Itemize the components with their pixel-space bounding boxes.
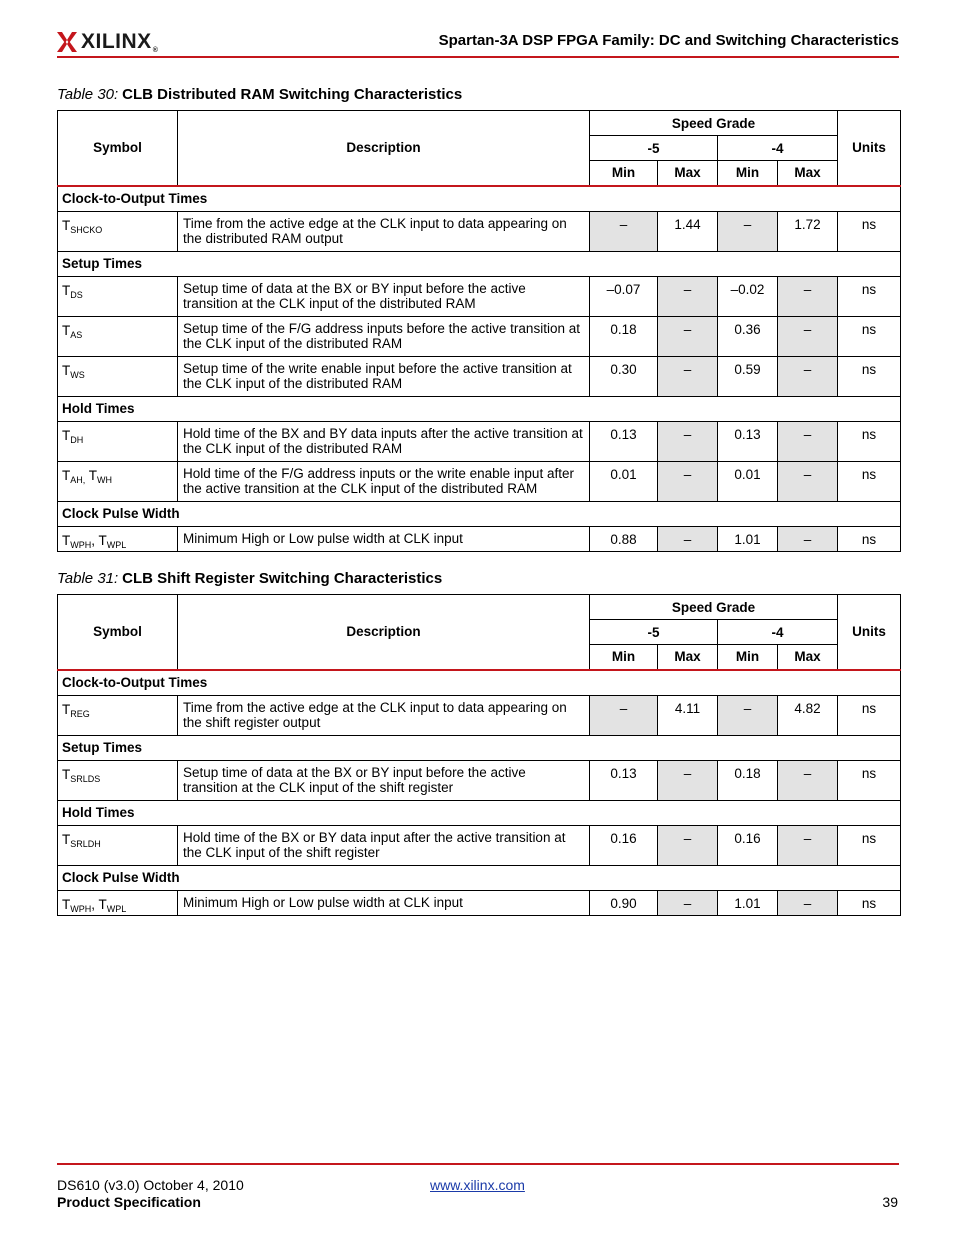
symbol-letter: T: [62, 322, 71, 338]
description-cell: Hold time of the F/G address inputs or the write enable input after the active transition at the CLK input of the distributed RAM: [178, 461, 590, 501]
value-cell: –: [658, 760, 718, 800]
max-header: Max: [658, 645, 718, 670]
symbol-cell: [58, 890, 178, 915]
value-cell: 1.72: [778, 211, 838, 251]
symbol-letter: T: [62, 282, 71, 298]
grade-4-header: -4: [718, 136, 838, 161]
footer-rule: [57, 1163, 899, 1165]
symbol-subscript: WPH: [70, 539, 92, 550]
symbol-subscript: DH: [70, 434, 84, 445]
symbol-subscript: WPH: [70, 903, 92, 914]
symbol-letter: T: [62, 532, 71, 548]
symbol-letter: T: [62, 831, 71, 847]
max-header: Max: [778, 161, 838, 186]
symbol-header: Symbol: [58, 595, 178, 670]
description-cell: Hold time of the BX or BY data input after the active transition at the CLK input of the shift register: [178, 825, 590, 865]
symbol-subscript: SRLDH: [70, 838, 101, 849]
value-cell: –: [658, 825, 718, 865]
symbol-subscript: SRLDS: [70, 773, 101, 784]
symbol-cell: [58, 356, 178, 396]
section-label: Hold Times: [58, 800, 901, 825]
table-row: [58, 461, 901, 501]
symbol-letter: , T: [91, 532, 107, 548]
value-cell: –: [778, 825, 838, 865]
value-cell: –0.07: [590, 276, 658, 316]
table-row: [58, 356, 901, 396]
symbol-subscript: SHCKO: [70, 224, 103, 235]
section-label: Setup Times: [58, 251, 901, 276]
value-cell: –: [778, 526, 838, 551]
value-cell: 0.18: [718, 760, 778, 800]
table31-title: CLB Shift Register Switching Characteristics: [122, 570, 443, 587]
description-cell: Setup time of the F/G address inputs before the active transition at the CLK input of the distributed RAM: [178, 316, 590, 356]
page-header: [57, 28, 899, 58]
value-cell: –: [718, 695, 778, 735]
symbol-cell: [58, 526, 178, 551]
description-cell: Minimum High or Low pulse width at CLK input: [178, 526, 590, 551]
section-row: [58, 865, 901, 890]
speed-grade-header: Speed Grade: [590, 111, 838, 136]
document-title: Spartan-3A DSP FPGA Family: DC and Switching Characteristics: [438, 32, 899, 49]
section-row: [58, 501, 901, 526]
section-row: [58, 396, 901, 421]
symbol-subscript: DS: [70, 289, 83, 300]
value-cell: 0.59: [718, 356, 778, 396]
symbol-subscript: AH,: [70, 474, 86, 485]
value-cell: 0.36: [718, 316, 778, 356]
symbol-subscript: WH: [97, 474, 113, 485]
units-header: Units: [838, 595, 901, 670]
max-header: Max: [778, 645, 838, 670]
symbol-letter: T: [62, 217, 71, 233]
table31-number: Table 31:: [57, 570, 119, 587]
value-cell: 0.30: [590, 356, 658, 396]
section-row: [58, 670, 901, 696]
grade-5-header: -5: [590, 620, 718, 645]
symbol-cell: [58, 211, 178, 251]
table31-caption: [57, 570, 442, 587]
symbol-cell: [58, 421, 178, 461]
xilinx-logo: [57, 30, 158, 54]
value-cell: –: [658, 461, 718, 501]
table-row: [58, 276, 901, 316]
table-row: [58, 760, 901, 800]
units-cell: ns: [838, 316, 901, 356]
section-row: [58, 251, 901, 276]
table-row: [58, 421, 901, 461]
value-cell: 0.13: [590, 760, 658, 800]
symbol-letter: T: [62, 362, 71, 378]
units-cell: ns: [838, 211, 901, 251]
value-cell: –: [778, 421, 838, 461]
symbol-header: Symbol: [58, 111, 178, 186]
logo-text: XILINX®: [81, 30, 159, 54]
symbol-letter: T: [62, 766, 71, 782]
value-cell: –: [590, 211, 658, 251]
value-cell: –: [658, 526, 718, 551]
value-cell: 0.90: [590, 890, 658, 915]
symbol-letter: T: [62, 467, 71, 483]
symbol-letter: , T: [91, 896, 107, 912]
description-cell: Setup time of data at the BX or BY input before the active transition at the CLK input of the shift register: [178, 760, 590, 800]
value-cell: –: [658, 890, 718, 915]
min-header: Min: [590, 645, 658, 670]
units-header: Units: [838, 111, 901, 186]
value-cell: 0.13: [718, 421, 778, 461]
xilinx-website-link[interactable]: www.xilinx.com: [430, 1177, 525, 1193]
table30-title: CLB Distributed RAM Switching Characteristics: [122, 86, 463, 103]
grade-5-header: -5: [590, 136, 718, 161]
table-row: [58, 890, 901, 915]
symbol-letter: T: [62, 701, 71, 717]
value-cell: –: [778, 461, 838, 501]
footer-doc-info: [57, 1177, 244, 1211]
section-label: Setup Times: [58, 735, 901, 760]
section-label: Clock Pulse Width: [58, 865, 901, 890]
value-cell: –: [778, 356, 838, 396]
symbol-subscript: AS: [70, 329, 83, 340]
min-header: Min: [718, 645, 778, 670]
units-cell: ns: [838, 276, 901, 316]
value-cell: 1.01: [718, 890, 778, 915]
symbol-subscript: WS: [70, 369, 85, 380]
section-row: [58, 800, 901, 825]
value-cell: 0.01: [718, 461, 778, 501]
xilinx-x-icon: [57, 32, 77, 52]
symbol-cell: [58, 760, 178, 800]
table-row: [58, 825, 901, 865]
section-label: Clock-to-Output Times: [58, 670, 901, 696]
units-cell: ns: [838, 421, 901, 461]
symbol-subscript: REG: [70, 708, 90, 719]
symbol-cell: [58, 316, 178, 356]
section-label: Clock-to-Output Times: [58, 186, 901, 212]
value-cell: –: [718, 211, 778, 251]
symbol-letter: T: [62, 427, 71, 443]
value-cell: 0.01: [590, 461, 658, 501]
description-cell: Time from the active edge at the CLK input to data appearing on the distributed RAM output: [178, 211, 590, 251]
symbol-subscript: WPL: [106, 539, 127, 550]
value-cell: 4.11: [658, 695, 718, 735]
value-cell: –: [658, 316, 718, 356]
value-cell: –: [658, 276, 718, 316]
header-rule: [57, 56, 899, 58]
value-cell: 0.88: [590, 526, 658, 551]
description-cell: Minimum High or Low pulse width at CLK input: [178, 890, 590, 915]
description-cell: Hold time of the BX and BY data inputs after the active transition at the CLK input of the distributed RAM: [178, 421, 590, 461]
units-cell: ns: [838, 461, 901, 501]
max-header: Max: [658, 161, 718, 186]
value-cell: –0.02: [718, 276, 778, 316]
table-row: [58, 211, 901, 251]
value-cell: –: [778, 276, 838, 316]
description-header: Description: [178, 595, 590, 670]
value-cell: –: [658, 356, 718, 396]
symbol-letter: T: [85, 467, 98, 483]
units-cell: ns: [838, 356, 901, 396]
section-label: Hold Times: [58, 396, 901, 421]
value-cell: –: [590, 695, 658, 735]
description-cell: Setup time of the write enable input before the active transition at the CLK input of the distributed RAM: [178, 356, 590, 396]
description-cell: Setup time of data at the BX or BY input before the active transition at the CLK input of the distributed RAM: [178, 276, 590, 316]
table-row: [58, 526, 901, 551]
section-label: Clock Pulse Width: [58, 501, 901, 526]
page-number: 39: [882, 1194, 898, 1210]
value-cell: –: [778, 890, 838, 915]
symbol-cell: [58, 825, 178, 865]
value-cell: 1.01: [718, 526, 778, 551]
symbol-letter: T: [62, 896, 71, 912]
section-row: [58, 186, 901, 212]
section-row: [58, 735, 901, 760]
min-header: Min: [718, 161, 778, 186]
value-cell: 4.82: [778, 695, 838, 735]
units-cell: ns: [838, 890, 901, 915]
description-header: Description: [178, 111, 590, 186]
table30-caption: [57, 86, 462, 103]
table30-number: Table 30:: [57, 86, 119, 103]
value-cell: –: [778, 316, 838, 356]
units-cell: ns: [838, 526, 901, 551]
value-cell: 0.18: [590, 316, 658, 356]
symbol-cell: [58, 695, 178, 735]
description-cell: Time from the active edge at the CLK input to data appearing on the shift register output: [178, 695, 590, 735]
value-cell: 0.16: [590, 825, 658, 865]
table-row: [58, 316, 901, 356]
table31: [57, 594, 901, 916]
value-cell: –: [658, 421, 718, 461]
table-row: [58, 695, 901, 735]
value-cell: –: [778, 760, 838, 800]
table30: [57, 110, 901, 552]
grade-4-header: -4: [718, 620, 838, 645]
value-cell: 0.13: [590, 421, 658, 461]
units-cell: ns: [838, 695, 901, 735]
min-header: Min: [590, 161, 658, 186]
speed-grade-header: Speed Grade: [590, 595, 838, 620]
footer-doc-id: DS610 (v3.0) October 4, 2010: [57, 1177, 244, 1193]
value-cell: 1.44: [658, 211, 718, 251]
value-cell: 0.16: [718, 825, 778, 865]
symbol-cell: [58, 461, 178, 501]
footer-doc-type: Product Specification: [57, 1194, 201, 1210]
units-cell: ns: [838, 760, 901, 800]
symbol-cell: [58, 276, 178, 316]
symbol-subscript: WPL: [106, 903, 127, 914]
units-cell: ns: [838, 825, 901, 865]
